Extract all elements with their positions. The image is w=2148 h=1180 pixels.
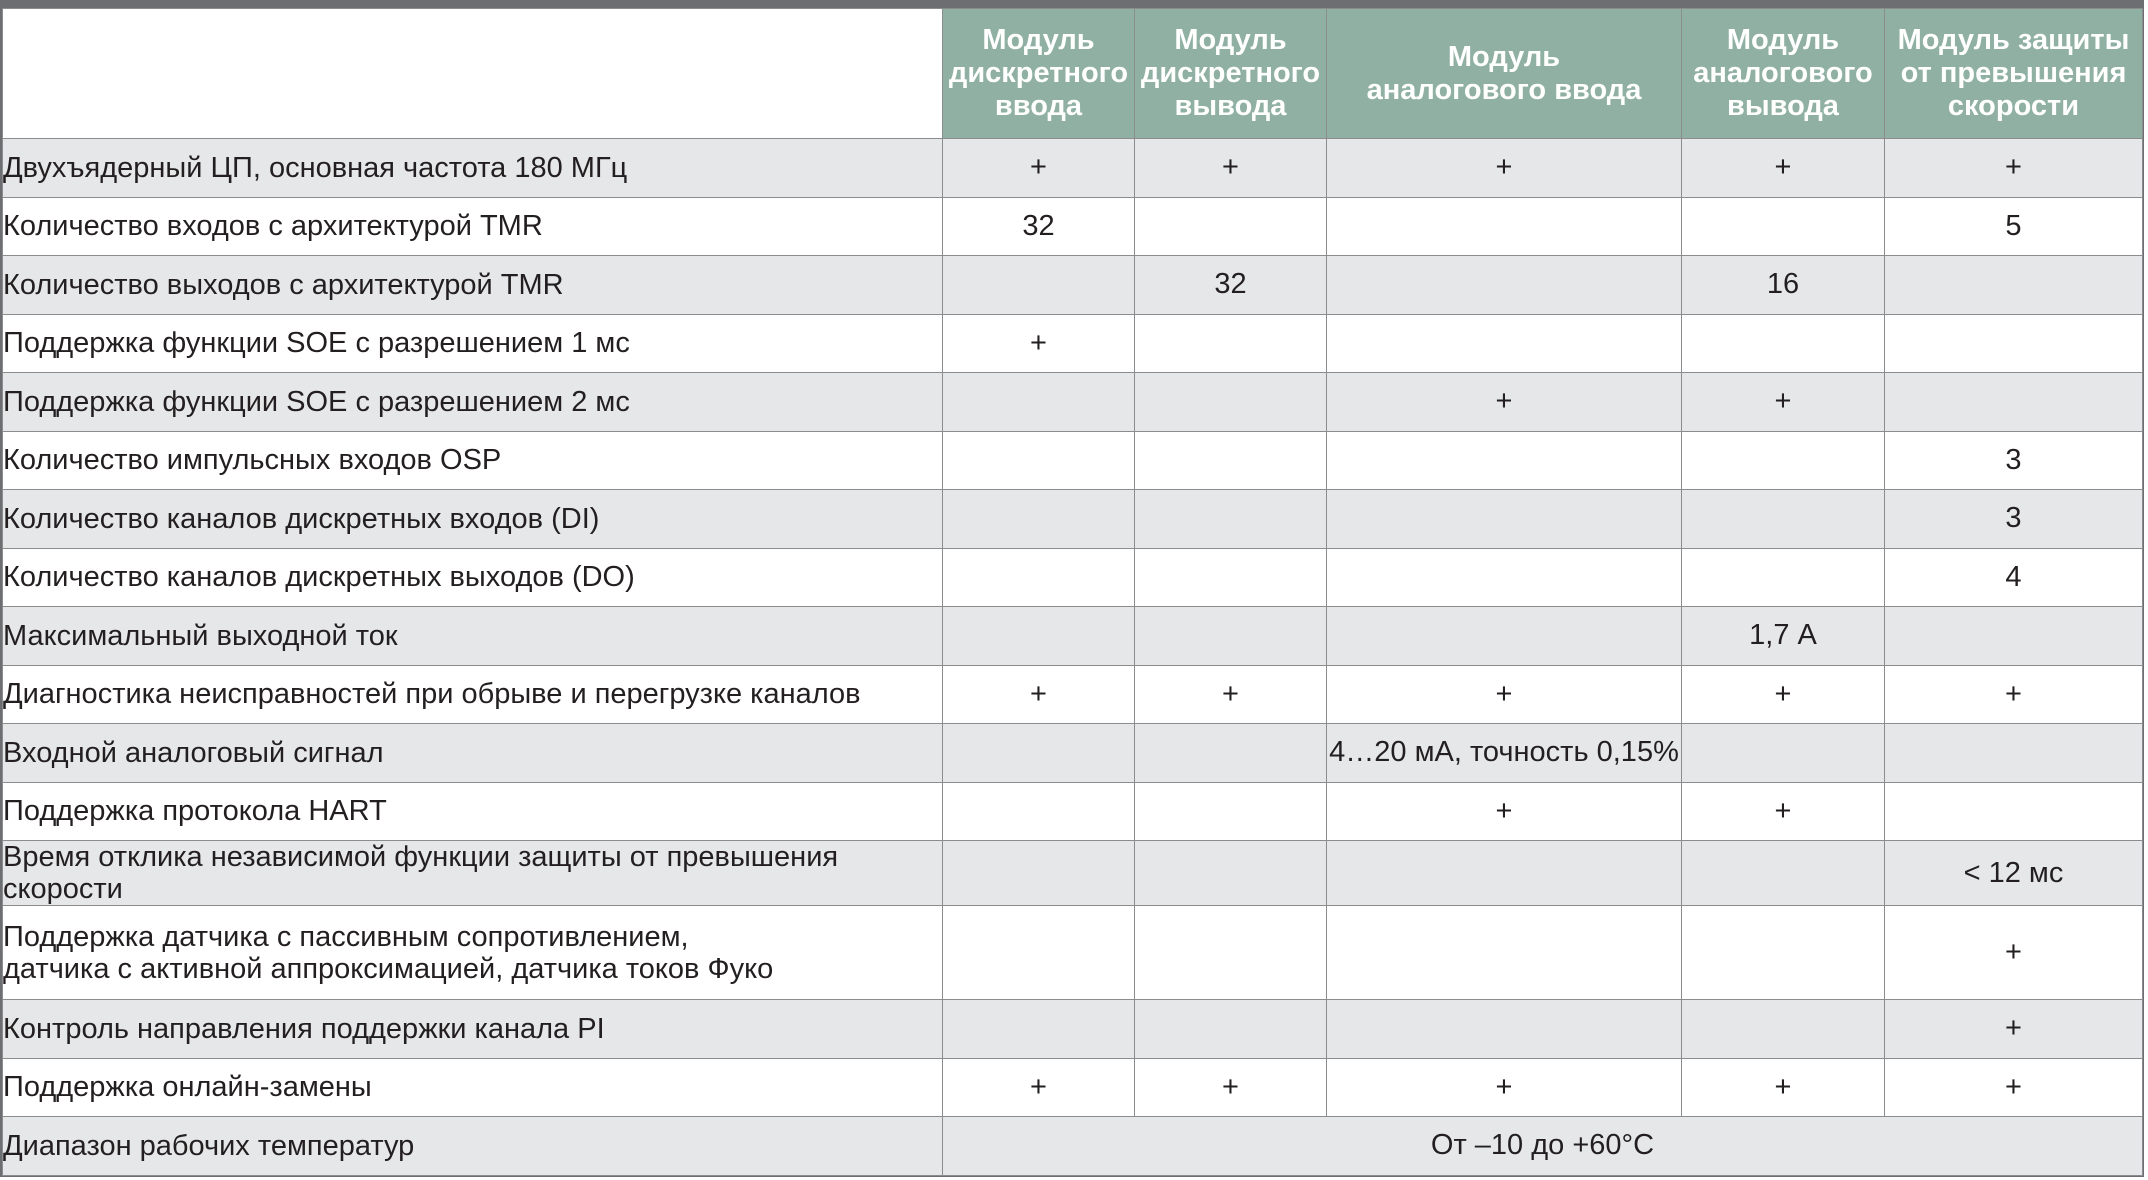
column-header-analog-input: Модуль аналогового ввода xyxy=(1327,9,1682,139)
cell-value xyxy=(1327,197,1682,256)
cell-value xyxy=(1327,906,1682,1000)
table-row xyxy=(3,548,2143,607)
cell-value xyxy=(1885,724,2143,783)
merged-temperature-cell: От –10 до +60°C xyxy=(943,1117,2143,1176)
row-feature-label: Количество каналов дискретных входов (DI) xyxy=(3,490,943,549)
cell-value: + xyxy=(1885,139,2143,198)
cell-value xyxy=(1885,373,2143,432)
cell-value: + xyxy=(1327,373,1682,432)
row-feature-label: Количество входов с архитектурой TMR xyxy=(3,197,943,256)
cell-value xyxy=(943,724,1135,783)
cell-value: + xyxy=(1682,665,1885,724)
cell-value xyxy=(943,607,1135,666)
row-feature-label: Входной аналоговый сигнал xyxy=(3,724,943,783)
cell-value xyxy=(1135,314,1327,373)
row-feature-label: Количество каналов дискретных выходов (DO) xyxy=(3,548,943,607)
cell-value xyxy=(1135,841,1327,906)
table-row xyxy=(3,607,2143,666)
cell-value: + xyxy=(1682,373,1885,432)
cell-value: + xyxy=(1327,139,1682,198)
table-row xyxy=(3,1117,2143,1176)
cell-value xyxy=(1682,431,1885,490)
cell-value xyxy=(1682,841,1885,906)
table-row xyxy=(3,1000,2143,1059)
cell-value xyxy=(1135,724,1327,783)
cell-value xyxy=(1682,197,1885,256)
column-header-discrete-output: Модуль дискретного вывода xyxy=(1135,9,1327,139)
row-feature-label: Поддержка функции SOE с разрешением 1 мс xyxy=(3,314,943,373)
cell-value: + xyxy=(1135,1058,1327,1117)
table-row xyxy=(3,665,2143,724)
cell-value xyxy=(1682,724,1885,783)
header-row xyxy=(3,9,2143,139)
cell-value: + xyxy=(1682,1058,1885,1117)
cell-value xyxy=(1327,256,1682,315)
cell-value: + xyxy=(1327,1058,1682,1117)
cell-value xyxy=(1135,490,1327,549)
cell-value: 3 xyxy=(1885,431,2143,490)
specification-table xyxy=(2,8,2143,1176)
row-feature-label: Поддержка функции SOE с разрешением 2 мс xyxy=(3,373,943,432)
table-row xyxy=(3,724,2143,783)
cell-value xyxy=(1885,782,2143,841)
table-row xyxy=(3,139,2143,198)
cell-value xyxy=(943,1000,1135,1059)
row-feature-label: Диагностика неисправностей при обрыве и перегрузке каналов xyxy=(3,665,943,724)
cell-value xyxy=(1135,197,1327,256)
cell-value xyxy=(1327,314,1682,373)
table-row xyxy=(3,906,2143,1000)
cell-value xyxy=(1327,841,1682,906)
cell-value: + xyxy=(943,1058,1135,1117)
cell-value xyxy=(1135,782,1327,841)
cell-value: + xyxy=(1135,139,1327,198)
cell-value xyxy=(1327,607,1682,666)
row-feature-label: Количество выходов с архитектурой TMR xyxy=(3,256,943,315)
cell-value xyxy=(1327,490,1682,549)
cell-value xyxy=(1682,1000,1885,1059)
cell-value xyxy=(943,431,1135,490)
cell-value: 16 xyxy=(1682,256,1885,315)
cell-value: 32 xyxy=(943,197,1135,256)
cell-value xyxy=(943,490,1135,549)
cell-value: + xyxy=(1135,665,1327,724)
cell-value xyxy=(1682,490,1885,549)
cell-value: + xyxy=(1885,1058,2143,1117)
cell-value: 5 xyxy=(1885,197,2143,256)
row-feature-label: Контроль направления поддержки канала PI xyxy=(3,1000,943,1059)
table-row xyxy=(3,1058,2143,1117)
row-feature-label: Количество импульсных входов OSP xyxy=(3,431,943,490)
cell-value xyxy=(943,782,1135,841)
cell-value: 1,7 А xyxy=(1682,607,1885,666)
cell-value xyxy=(943,548,1135,607)
cell-value: + xyxy=(1885,1000,2143,1059)
column-header-analog-output: Модуль аналогового вывода xyxy=(1682,9,1885,139)
cell-value xyxy=(1135,548,1327,607)
cell-value xyxy=(1327,431,1682,490)
cell-value: + xyxy=(1327,665,1682,724)
cell-value: 4 xyxy=(1885,548,2143,607)
cell-value: + xyxy=(1682,139,1885,198)
cell-value: + xyxy=(1327,782,1682,841)
cell-value xyxy=(1135,906,1327,1000)
cell-value xyxy=(1682,906,1885,1000)
cell-value xyxy=(1135,431,1327,490)
table-row xyxy=(3,314,2143,373)
table-row xyxy=(3,197,2143,256)
row-feature-label: Двухъядерный ЦП, основная частота 180 МГц xyxy=(3,139,943,198)
cell-value xyxy=(1327,1000,1682,1059)
cell-value: + xyxy=(943,665,1135,724)
row-feature-label: Время отклика независимой функции защиты от превышения скорости xyxy=(3,841,943,906)
cell-value xyxy=(1885,607,2143,666)
table-row xyxy=(3,490,2143,549)
cell-value xyxy=(1885,256,2143,315)
row-feature-label: Поддержка онлайн-замены xyxy=(3,1058,943,1117)
cell-value xyxy=(943,841,1135,906)
table-row xyxy=(3,841,2143,906)
cell-value xyxy=(943,906,1135,1000)
table-row xyxy=(3,373,2143,432)
row-feature-label: Поддержка протокола HART xyxy=(3,782,943,841)
cell-value: + xyxy=(943,314,1135,373)
table-row xyxy=(3,782,2143,841)
cell-value: 32 xyxy=(1135,256,1327,315)
column-header-overspeed-protection: Модуль защиты от превышения скорости xyxy=(1885,9,2143,139)
row-feature-label: Поддержка датчика с пассивным сопротивлением, датчика с активной аппроксимацией, датчика токов Фуко xyxy=(3,906,943,1000)
cell-value: 3 xyxy=(1885,490,2143,549)
cell-value xyxy=(943,256,1135,315)
cell-value xyxy=(1682,314,1885,373)
cell-value xyxy=(1135,373,1327,432)
cell-value xyxy=(1885,314,2143,373)
cell-value: + xyxy=(1682,782,1885,841)
column-header-discrete-input: Модуль дискретного ввода xyxy=(943,9,1135,139)
cell-value xyxy=(1135,607,1327,666)
header-corner-cell xyxy=(3,9,943,139)
row-feature-label: Максимальный выходной ток xyxy=(3,607,943,666)
table-row xyxy=(3,256,2143,315)
cell-value xyxy=(1682,548,1885,607)
row-feature-label: Диапазон рабочих температур xyxy=(3,1117,943,1176)
cell-value: + xyxy=(1885,906,2143,1000)
cell-value xyxy=(943,373,1135,432)
cell-value xyxy=(1135,1000,1327,1059)
cell-value xyxy=(1327,548,1682,607)
cell-value: < 12 мс xyxy=(1885,841,2143,906)
table-row xyxy=(3,431,2143,490)
cell-value: + xyxy=(943,139,1135,198)
cell-value: + xyxy=(1885,665,2143,724)
cell-value: 4…20 мА, точность 0,15% xyxy=(1327,724,1682,783)
